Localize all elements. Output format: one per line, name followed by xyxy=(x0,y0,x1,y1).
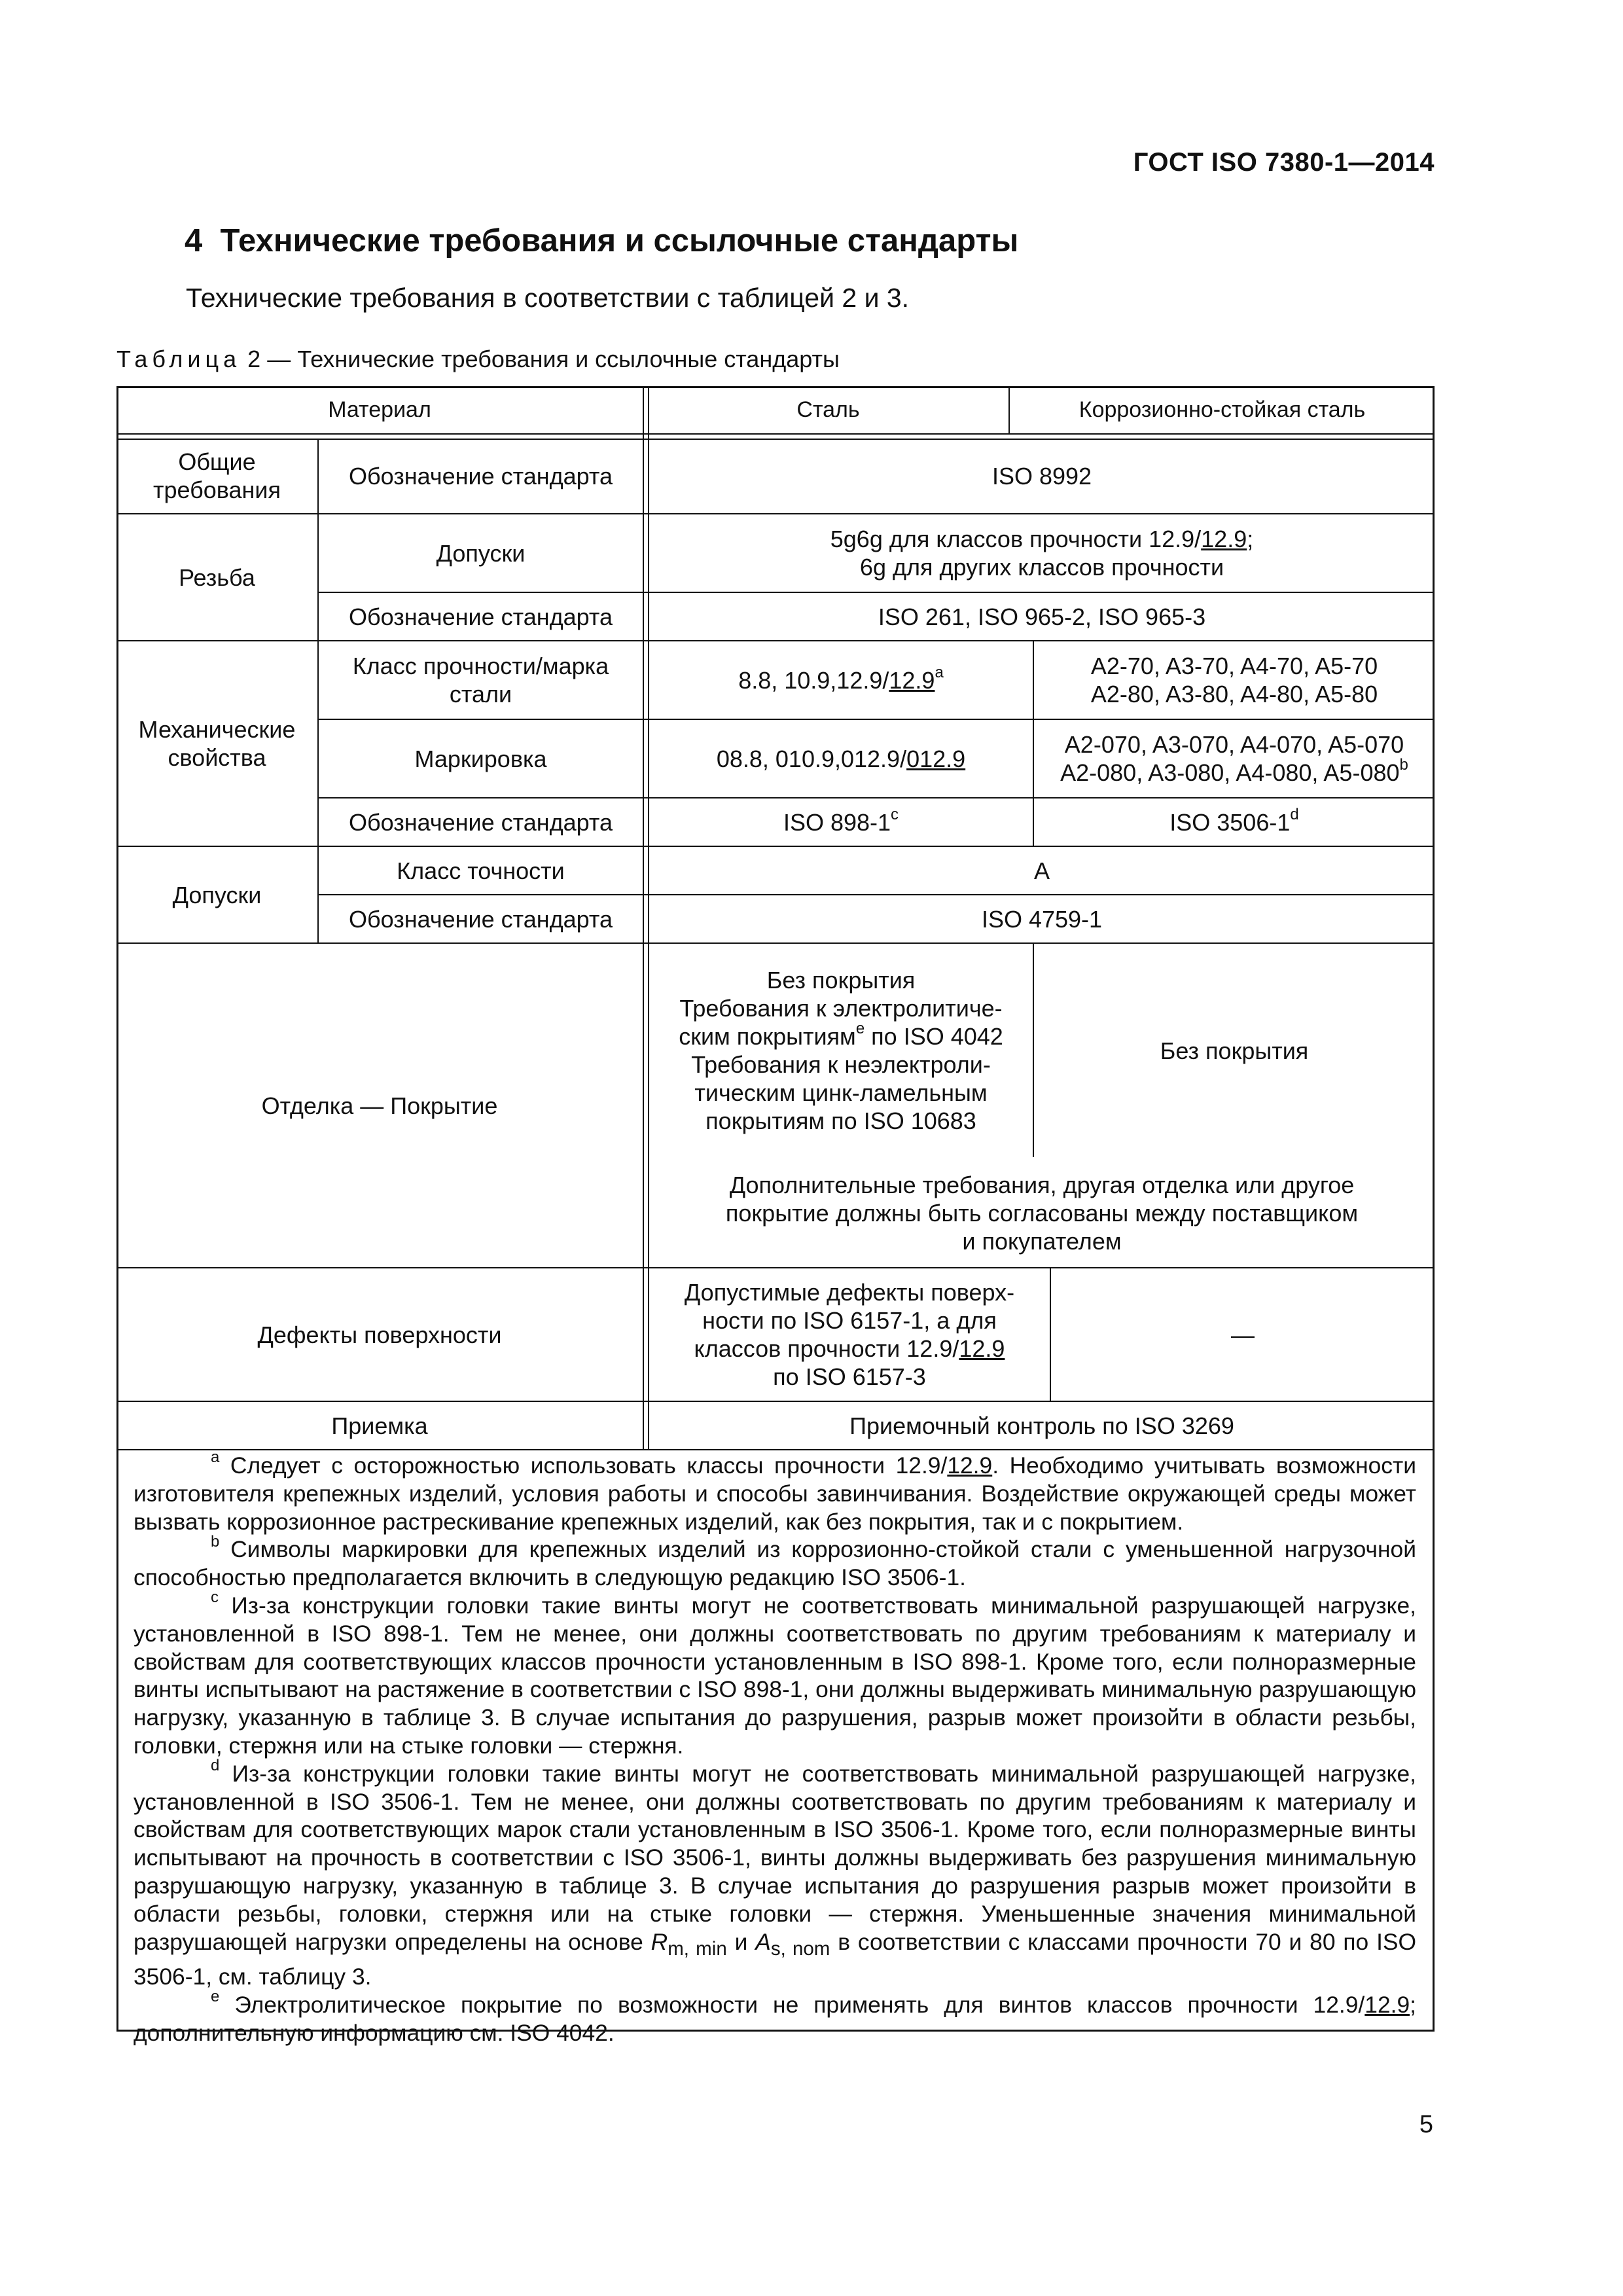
mech-marking-label: Маркировка xyxy=(414,745,547,772)
mech-standard-label: Обозначение стандарта xyxy=(349,808,613,836)
section-title xyxy=(185,223,1018,259)
thread-standard-value: ISO 261, ISO 965-2, ISO 965-3 xyxy=(878,603,1206,630)
thread-standard-label: Обозначение стандарта xyxy=(349,603,613,630)
general-standard-value: ISO 8992 xyxy=(991,462,1092,490)
acceptance-label: Приемка xyxy=(331,1412,428,1439)
mech-marking-steel: 08.8, 010.9,012.9/012.9 xyxy=(716,745,966,772)
table-caption-number: 2 xyxy=(247,346,261,372)
acceptance-value: Приемочный контроль по ISO 3269 xyxy=(849,1412,1234,1439)
table-caption-title: Технические требования и ссылочные стандарты xyxy=(297,346,840,372)
group-mechanical: Механические свойства xyxy=(138,716,296,771)
defects-stainless: — xyxy=(1231,1321,1255,1348)
section-number: 4 xyxy=(185,223,203,259)
general-standard-label: Обозначение стандарта xyxy=(349,462,613,490)
group-general: Общие требования xyxy=(153,448,281,503)
defects-label: Дефекты поверхности xyxy=(257,1321,502,1348)
mech-class-stainless: A2-70, A3-70, A4-70, A5-70 A2-80, A3-80, A4-80, A5-80 xyxy=(1090,653,1378,708)
header-stainless: Коррозионно-стойкая сталь xyxy=(1079,397,1366,422)
section-title-text: Технические требования и ссылочные стандарты xyxy=(220,223,1019,259)
group-thread: Резьба xyxy=(179,564,255,591)
header-material: Материал xyxy=(328,397,431,422)
finish-steel: Без покрытия Требования к электролитиче- ским покрытиям$^e$ по ISO 4042 Требования к неэлектроли- тическим цинк-ламельным покрытиям по ISO 10683 xyxy=(679,967,1003,1134)
accuracy-class-label: Класс точности xyxy=(397,857,565,884)
finish-stainless: Без покрытия xyxy=(1160,1037,1309,1064)
standard-code: ГОСТ ISO 7380-1—2014 xyxy=(1133,148,1435,177)
page-number: 5 xyxy=(1419,2111,1433,2138)
mech-class-label: Класс прочности/марка стали xyxy=(352,653,609,708)
header-steel: Сталь xyxy=(796,397,860,422)
footnote-e: $^e$ Электролитическое покрытие по возможности не применять для винтов классов прочности 12.9/12.9; дополнительную информацию см. ISO 4042. xyxy=(134,1988,1416,2047)
finish-additional: Дополнительные требования, другая отделка или другое покрытие должны быть согласованы между поставщиком и покупателем xyxy=(725,1171,1359,1255)
table-caption-label: Таблица xyxy=(116,346,241,372)
section-intro: Технические требования в соответствии с таблицей 2 и 3. xyxy=(186,283,910,313)
footnote-a: $^a$ Следует с осторожностью использовать классы прочности 12.9/12.9. Необходимо учитывать возможности изготовителя крепежных изделий, условия работы и способы завинчивания. Воздействие окружающей среды может вызвать коррозионное растрескивание крепежных изделий, как без покрытия, так и с покрытием. xyxy=(134,1448,1416,1535)
thread-tolerance-label: Допуски xyxy=(436,539,526,567)
table-caption: Таблица 2 — Технические требования и ссылочные стандарты xyxy=(116,346,840,372)
defects-steel: Допустимые дефекты поверх- ности по ISO 6157-1, а для классов прочности 12.9/12.9 по ISO 6157-3 xyxy=(684,1279,1015,1390)
footnote-b: $^b$ Символы маркировки для крепежных изделий из коррозионно-стойкой стали с уменьшенной нагрузочной способностью предполагается включить в следующую редакцию ISO 3506-1. xyxy=(134,1532,1416,1591)
footnote-c: $^c$ Из-за конструкции головки такие винты могут не соответствовать минимальной разрушающей нагрузке, установленной в ISO 898-1. Тем не менее, они должны соответствовать по другим требованиям к материалу и свойствам для соответствующих классов прочности установленным в ISO 898-1. Кроме того, если полноразмерные винты испытывают на растяжение в соответствии с ISO 898-1, они должны выдерживать минимальную разрушающую нагрузку, указанную в таблице 3. В случае испытания до разрушения, разрыв может произойти в области резьбы, головки, стержня или на стыке головки — стержня. xyxy=(134,1588,1416,1759)
finish-label: Отделка — Покрытие xyxy=(261,1092,498,1119)
accuracy-class-value: A xyxy=(1033,857,1050,884)
thread-tolerance-value: 5g6g для классов прочности 12.9/12.9; 6g для других классов прочности xyxy=(830,526,1254,581)
mech-standard-stainless: ISO 3506-1$^d$ xyxy=(1169,805,1299,836)
mech-standard-steel: ISO 898-1$^c$ xyxy=(783,805,899,836)
group-tolerances: Допуски xyxy=(172,881,262,908)
table-footnotes xyxy=(134,1448,1417,2047)
mech-class-steel: 8.8, 10.9,12.9/12.9$^a$ xyxy=(738,663,944,694)
requirements-table xyxy=(116,386,1435,2047)
tolerance-standard-value: ISO 4759-1 xyxy=(981,905,1103,933)
footnote-d: $^d$ Из-за конструкции головки такие винты могут не соответствовать минимальной разрушающей нагрузке, установленной в ISO 3506-1. Тем не менее, они должны соответствовать по другим требованиям к материалу и свойствам для соответствующих марок стали установленным в ISO 3506-1. Кроме того, если полноразмерные винты испытывают на прочность в соответствии с ISO 3506-1, винты должны выдерживать без разрушения минимальную разрушающую нагрузку, указанную в таблице 3. В случае испытания до разрушения разрыв может произойти в области резьбы, головки, стержня или на стыке головки — стержня. Уменьшенные значения минимальной разрушающей нагрузки определены на основе $R_{m, min}$ и $A_{s, nom}$ в соответствии с классами прочности 70 и 80 по ISO 3506-1, см. таблицу 3. xyxy=(134,1756,1417,1990)
mech-marking-stainless: A2-070, A3-070, A4-070, A5-070 A2-080, A3-080, A4-080, A5-080$^b$ xyxy=(1060,731,1408,786)
tolerance-standard-label: Обозначение стандарта xyxy=(349,905,613,933)
